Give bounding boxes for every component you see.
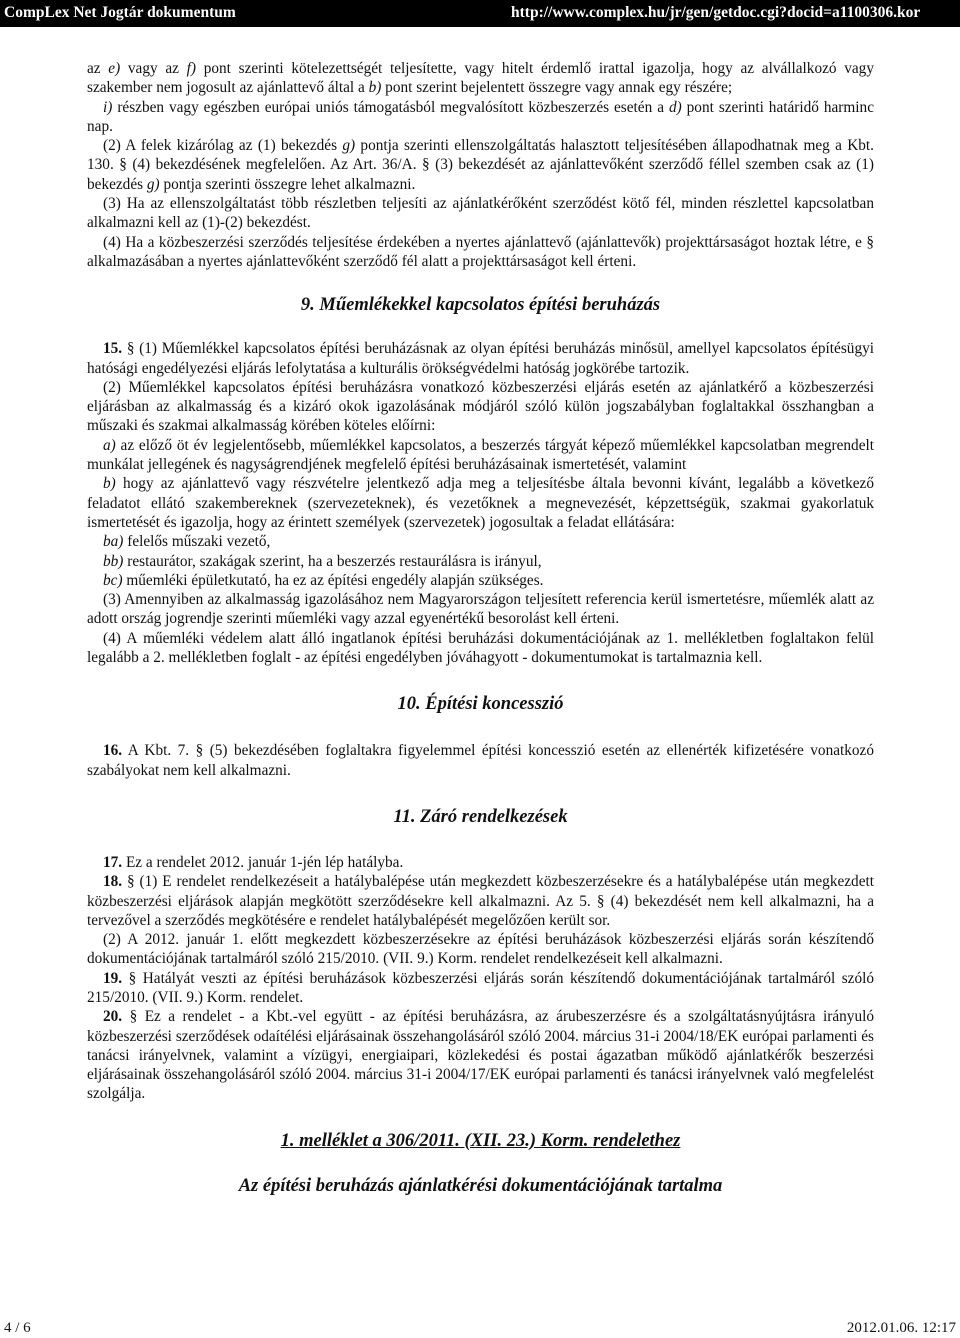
section-heading-10: 10. Építési koncesszió — [397, 694, 564, 715]
paragraph-15-4: (4) A műemléki védelem alatt álló ingatlanok építési beruházási dokumentációjának az 1. mellékletben foglaltakon felül legalább a 2. mellékletben foglalt - az építési engedélyben jóváhagyott - dokumentumokat is tartalmaznia kell. — [87, 629, 874, 667]
paragraph-15-2-ba: ba) felelős műszaki vezető, — [103, 533, 271, 551]
paragraph-continuation: az e) vagy az f) pont szerinti kötelezettségét teljesítette, vagy hitelt érdemlő irattal igazolja, hogy az alvállalkozó vagy szakember nem jogosult az ajánlattevő által a b) pont szerint bejelentett összegre vagy annak egy részére; — [87, 60, 874, 97]
section-heading-11: 11. Záró rendelkezések — [393, 806, 568, 827]
annex-subtitle: Az építési beruházás ajánlatkérési dokumentációjának tartalma — [238, 1175, 723, 1196]
paragraph-20: 20. § Ez a rendelet - a Kbt.-vel együtt - az építési beruházásra, az árubeszerzésre és a szolgáltatásnyújtásra irányuló közbeszerzési szerződések odaítélési eljárásainak összehangolásáról szóló 2004. március 31-i 2004/18/EK európai parlamenti és tanácsi irányelvnek, valamint a vízügyi, energiaipari, közlekedési és postai ágazatban működő ajánlatkérők beszerzési eljárásainak összehangolásáról szóló 2004. március 31-i 2004/17/EK európai parlamenti és tanácsi irányelvnek való megfelelést szolgálja. — [87, 1008, 874, 1103]
paragraph-point-i: i) részben vagy egészben európai uniós támogatásból megvalósított közbeszerzés esetén a d) pont szerinti határidő harminc nap. — [87, 98, 874, 135]
document-body — [87, 59, 874, 1197]
paragraph-14-2: (2) A felek kizárólag az (1) bekezdés g) pontja szerinti ellenszolgáltatás halasztott teljesítésében állapodhatnak meg a Kbt. 130. § (4) bekezdésének megfelelően. Az Art. 36/A. § (3) bekezdését az ajánlattevőként szerződő féllel szemben csak az (1) bekezdés g) pontja szerinti összegre lehet alkalmazni. — [87, 137, 874, 193]
paragraph-15-2-a: a) az előző öt év legjelentősebb, műemlékkel kapcsolatos, a beszerzés tárgyát képező műemlékkel kapcsolatban megrendelt munkálat jellegének és nagyságrendjének megfelelő építési beruházásainak ismertetését, valamint — [87, 436, 874, 474]
paragraph-18-1: 18. § (1) E rendelet rendelkezéseit a hatálybalépése után megkezdett közbeszerzésekre és a hatálybalépése után megkezdett közbeszerzési eljárások alapján megkötött szerződésekre kell alkalmazni. Az 5. § (4) bekezdését nem kell alkalmazni, ha a tervezővel a szerződés megkötésére e rendelet hatálybalépését megelőzően került sor. — [87, 873, 874, 929]
paragraph-15-3: (3) Amennyiben az alkalmasság igazolásához nem Magyarországon teljesített referencia kerül ismertetésre, műemlék alatt az adott ország jogrendje szerinti műemléki vagy azzal egyenértékű besorolást kell érteni. — [87, 591, 874, 628]
section-heading-9: 9. Műemlékekkel kapcsolatos építési beruházás — [300, 295, 661, 316]
paragraph-19: 19. § Hatályát veszti az építési beruházások közbeszerzési eljárás során készítendő dokumentációjának tartalmáról szóló 215/2010. (VII. 9.) Korm. rendelet. — [87, 969, 874, 1006]
header-title: CompLex Net Jogtár dokumentum — [4, 4, 236, 21]
paragraph-15-2: (2) Műemlékkel kapcsolatos építési beruházásra vonatkozó közbeszerzési eljárás esetén az ajánlatkérő a közbeszerzési eljárásban az alkalmasság és a kizáró okok igazolásának módjáról szóló külön jogszabályban foglaltakkal összhangban a műszaki és szakmai alkalmasság körében köteles előírni: — [87, 378, 874, 435]
paragraph-17: 17. Ez a rendelet 2012. január 1-jén lép hatályba. — [103, 853, 404, 871]
paragraph-14-3: (3) Ha az ellenszolgáltatást több részletben teljesíti az ajánlatkérőként szerződést kötő fél, minden részlettel kapcsolatban alkalmazni kell az (1)-(2) bekezdést. — [87, 195, 874, 232]
paragraph-16: 16. A Kbt. 7. § (5) bekezdésében foglaltakra figyelemmel építési koncesszió esetén az ellenérték kifizetésére vonatkozó szabályokat nem kell alkalmazni. — [87, 742, 874, 779]
paragraph-15-2-bc: bc) műemléki épületkutató, ha ez az építési engedély alapján szükséges. — [103, 571, 544, 589]
header-bar — [0, 0, 960, 27]
paragraph-18-2: (2) A 2012. január 1. előtt megkezdett közbeszerzésekre az építési beruházások közbeszerzési eljárás során készítendő dokumentációjának tartalmáról szóló 215/2010. (VII. 9.) Korm. rendelet rendelkezéseit kell alkalmazni. — [87, 931, 874, 968]
paragraph-15-2-bb: bb) restaurátor, szakágak szerint, ha a beszerzés restaurálásra is irányul, — [103, 552, 542, 570]
annex-title: 1. melléklet a 306/2011. (XII. 23.) Korm. rendelethez — [280, 1130, 681, 1151]
paragraph-15-2-b: b) hogy az ajánlattevő vagy részvételre jelentkező adja meg a teljesítésbe általa bevonni kívánt, legalább a következő feladatot ellátó szakembereknek (szervezeteknek), és vezetőknek a megnevezését, képzettségük, szakmai gyakorlatuk ismertetését és igazolja, hogy az érintett személyek (szervezetek) jogosultak a feladat ellátására: — [87, 475, 874, 531]
page-number: 4 / 6 — [4, 1320, 31, 1336]
paragraph-15-1: 15. § (1) Műemlékkel kapcsolatos építési beruházásnak az olyan építési beruházás minősül, amellyel kapcsolatos építésügyi hatósági engedélyezési eljárás lefolytatása a kulturális örökségvédelmi hatóság jogkörébe tartozik. — [87, 340, 874, 377]
header-url: http://www.complex.hu/jr/gen/getdoc.cgi?docid=a1100306.kor — [511, 4, 921, 21]
paragraph-14-4: (4) Ha a közbeszerzési szerződés teljesítése érdekében a nyertes ajánlattevő (ajánlattevők) projekttársaságot hoztak létre, e § alkalmazásában a nyertes ajánlattevőként szerződő fél alatt a projekttársaságot kell érteni. — [87, 233, 874, 270]
print-datetime: 2012.01.06. 12:17 — [846, 1320, 956, 1336]
